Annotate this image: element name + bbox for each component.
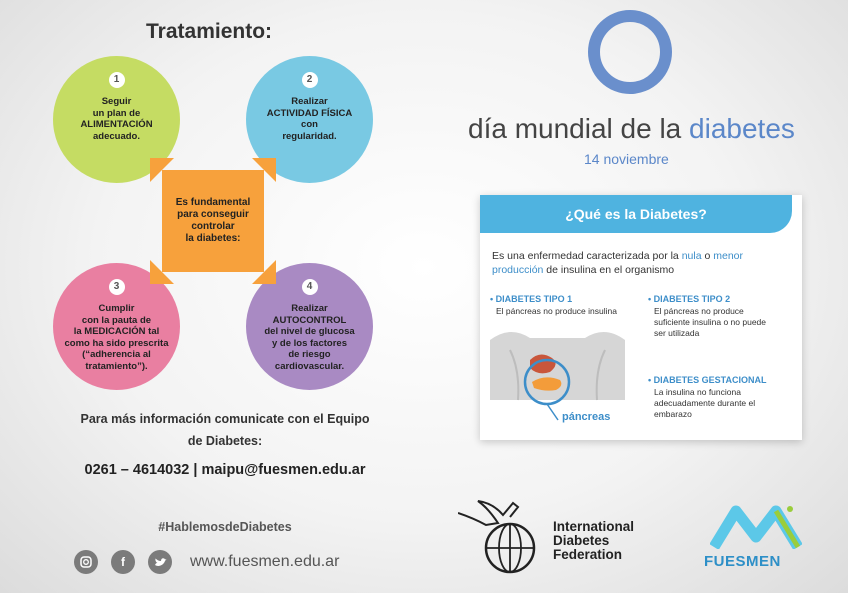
fuesmen-name: FUESMEN: [704, 553, 781, 570]
center-box: [162, 170, 264, 272]
info-card: [480, 195, 802, 440]
type2-desc: El páncreas no produce suficiente insulina o no puede ser utilizada: [654, 306, 766, 338]
step-1-number: 1: [109, 72, 125, 88]
website-link[interactable]: www.fuesmen.edu.ar: [190, 553, 340, 570]
treatment-title: Tratamiento:: [146, 20, 273, 43]
step-2-text: Realizar ACTIVIDAD FÍSICA con regularidad.: [266, 96, 353, 142]
contact-info: Para más información comunicate con el Equipo de Diabetes:: [80, 412, 370, 448]
step-2-number: 2: [302, 72, 318, 88]
twitter-icon[interactable]: [148, 550, 172, 574]
gestational-desc: La insulina no funciona adecuadamente durante el embarazo: [654, 387, 756, 419]
step-3-text: Cumplir con la pauta de la MEDICACIÓN tal como ha sido prescrita (“adherencia al tratamiento”).: [64, 303, 169, 372]
idf-globe-bird-logo: [458, 493, 548, 583]
card-heading: ¿Qué es la Diabetes?: [480, 195, 792, 233]
type2-title: • DIABETES TIPO 2: [648, 294, 731, 304]
gestational-title: • DIABETES GESTACIONAL: [648, 375, 767, 385]
event-title: día mundial de la diabetes: [468, 113, 795, 144]
pancreas-label: páncreas: [562, 411, 611, 423]
card-intro: Es una enfermedad caracterizada por la nula o menor producción de insulina en el organismo: [492, 250, 744, 276]
hashtag: #HablemosdeDiabetes: [158, 520, 292, 534]
step-3-number: 3: [109, 279, 125, 295]
event-date: 14 noviembre: [584, 151, 669, 167]
fuesmen-logo-mark: [710, 503, 802, 549]
idf-name: International Diabetes Federation: [553, 519, 635, 562]
step-4-text: Realizar AUTOCONTROL del nivel de glucosa y de los factores de riesgo cardiovascular.: [264, 303, 355, 372]
center-text: Es fundamental para conseguir controlar la diabetes:: [175, 197, 251, 244]
blue-circle-logo: [588, 10, 672, 94]
facebook-icon[interactable]: f: [111, 550, 135, 574]
step-1-text: Seguir un plan de ALIMENTACIÓN adecuado.: [80, 96, 153, 142]
type1-title: • DIABETES TIPO 1: [490, 294, 573, 304]
instagram-icon[interactable]: [74, 550, 98, 574]
contact-line: 0261 – 4614032 | maipu@fuesmen.edu.ar: [84, 462, 366, 478]
step-4-number: 4: [302, 279, 318, 295]
type1-desc: El páncreas no produce insulina: [496, 306, 617, 316]
